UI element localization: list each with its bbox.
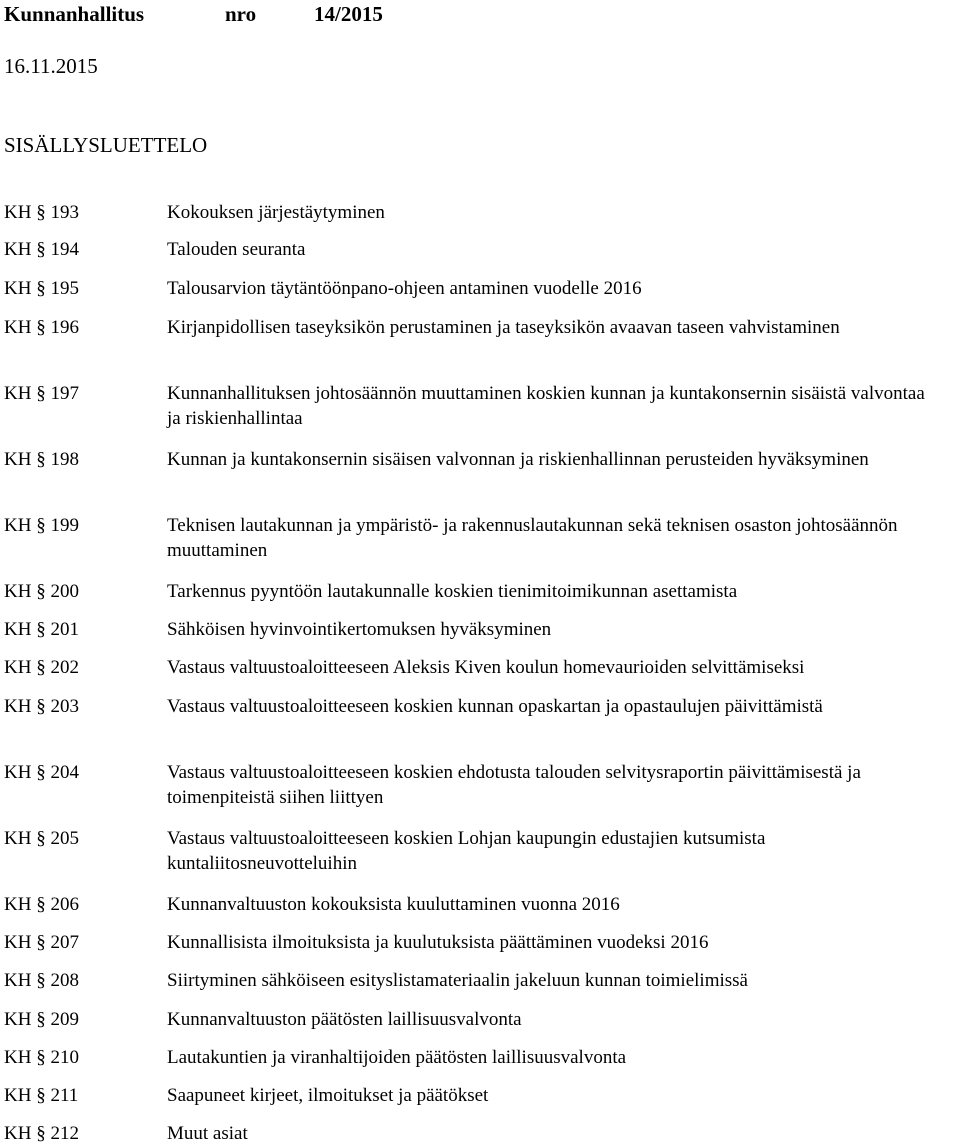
toc-entry-code: KH § 210 (4, 1047, 79, 1068)
toc-entry-title: Saapuneet kirjeet, ilmoitukset ja päätökset (167, 1085, 489, 1106)
toc-entry-code: KH § 211 (4, 1085, 79, 1106)
toc-entry-title: Kokouksen järjestäytyminen (167, 202, 385, 223)
toc-entry-code: KH § 197 (4, 383, 79, 404)
toc-entry-title: Tarkennus pyyntöön lautakunnalle koskien tienimitoimikunnan asettamista (167, 581, 738, 602)
toc-entry-title: Kunnanvaltuuston päätösten laillisuusvalvonta (167, 1009, 522, 1030)
toc-entry-code: KH § 193 (4, 202, 79, 223)
toc-entry-code: KH § 206 (4, 894, 79, 915)
toc-entry-code: KH § 207 (4, 932, 79, 953)
toc-entry-title: Kunnallisista ilmoituksista ja kuulutuksista päättäminen vuodeksi 2016 (167, 932, 709, 953)
toc-entry-title: Kunnanhallituksen johtosäännön muuttaminen koskien kunnan ja kuntakonsernin sisäistä valvontaa ja riskienhallintaa (167, 383, 925, 429)
toc-entry-title: Vastaus valtuustoaloitteeseen koskien kunnan opaskartan ja opastaulujen päivittämistä (167, 696, 823, 717)
toc-entry-title: Siirtyminen sähköiseen esityslistamateriaalin jakeluun kunnan toimielimissä (167, 970, 748, 991)
toc-heading: SISÄLLYSLUETTELO (4, 133, 208, 157)
toc-entry-title: Lautakuntien ja viranhaltijoiden päätösten laillisuusvalvonta (167, 1047, 627, 1068)
header-meeting-number: 14/2015 (314, 2, 383, 26)
toc-entry-title: Teknisen lautakunnan ja ympäristö- ja rakennuslautakunnan sekä teknisen osaston johtosäännön muuttaminen (167, 515, 898, 561)
toc-entry-title: Vastaus valtuustoaloitteeseen Aleksis Kiven koulun homevaurioiden selvittämiseksi (167, 657, 805, 678)
toc-entry-code: KH § 196 (4, 317, 79, 338)
header-nro-label: nro (225, 2, 257, 26)
toc-entry-code: KH § 203 (4, 696, 79, 717)
toc-entry-code: KH § 208 (4, 970, 79, 991)
toc-entry-title: Kunnan ja kuntakonsernin sisäisen valvonnan ja riskienhallinnan perusteiden hyväksyminen (167, 449, 869, 470)
toc-entry-title: Talouden seuranta (167, 239, 306, 260)
toc-entry-title: Kirjanpidollisen taseyksikön perustaminen ja taseyksikön avaavan taseen vahvistaminen (167, 317, 840, 338)
toc-entry-code: KH § 195 (4, 278, 79, 299)
toc-entry-title: Sähköisen hyvinvointikertomuksen hyväksyminen (167, 619, 552, 640)
toc-entry-code: KH § 209 (4, 1009, 79, 1030)
toc-entry-code: KH § 212 (4, 1123, 79, 1144)
toc-entry-code: KH § 200 (4, 581, 79, 602)
toc-entry-title: Vastaus valtuustoaloitteeseen koskien ehdotusta talouden selvitysraportin päivittämisestä ja toimenpiteistä siihen liittyen (167, 762, 861, 808)
toc-entry-code: KH § 205 (4, 828, 79, 849)
toc-entry-code: KH § 198 (4, 449, 79, 470)
header-body-name: Kunnanhallitus (4, 2, 145, 26)
toc-entry-code: KH § 199 (4, 515, 79, 536)
toc-entry-title: Talousarvion täytäntöönpano-ohjeen antaminen vuodelle 2016 (167, 278, 642, 299)
toc-entry-code: KH § 201 (4, 619, 79, 640)
toc-entry-title: Vastaus valtuustoaloitteeseen koskien Lohjan kaupungin edustajien kutsumista kuntaliitosneuvotteluihin (167, 828, 766, 874)
header-date: 16.11.2015 (4, 54, 98, 78)
toc-entry-title: Kunnanvaltuuston kokouksista kuuluttaminen vuonna 2016 (167, 894, 620, 915)
toc-entry-code: KH § 202 (4, 657, 79, 678)
toc-entry-title: Muut asiat (167, 1123, 248, 1144)
header-title-line (4, 2, 383, 26)
toc-entry-code: KH § 204 (4, 762, 79, 783)
toc-entry-code: KH § 194 (4, 239, 79, 260)
